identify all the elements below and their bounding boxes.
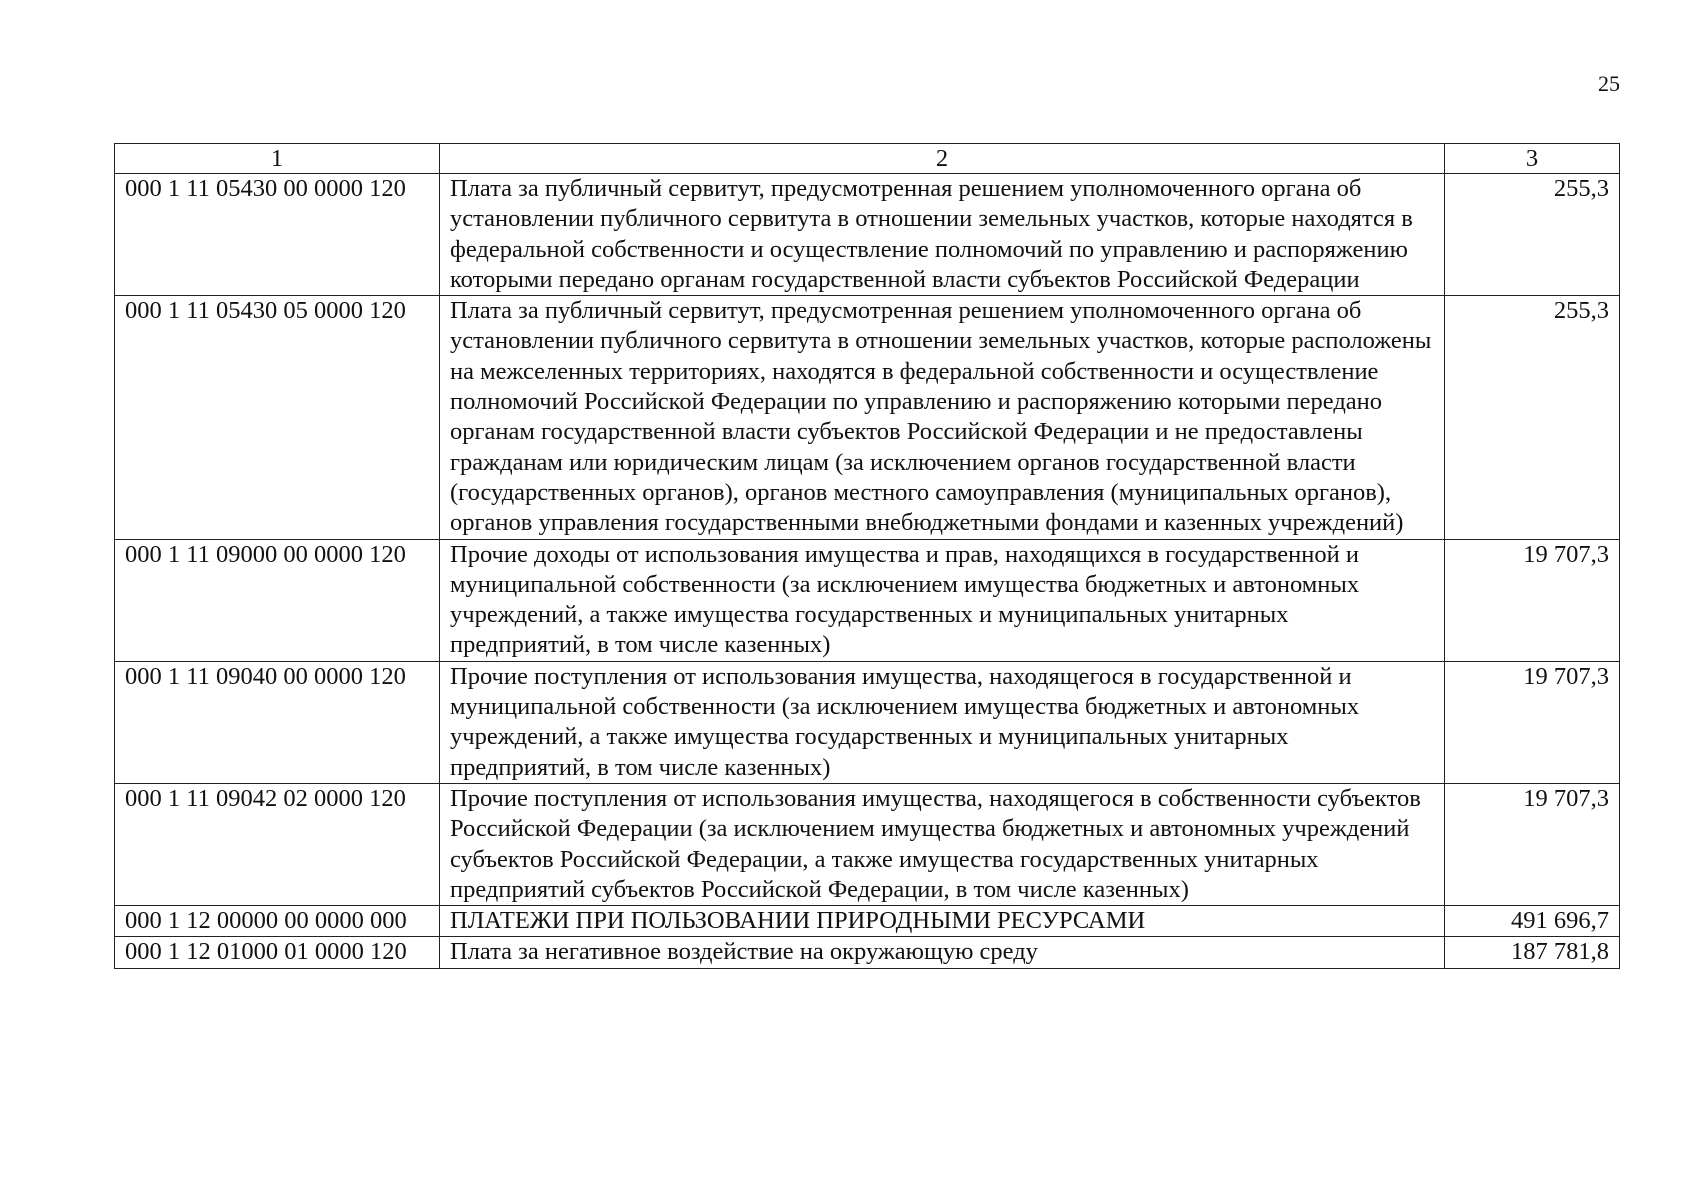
amount-cell: 19 707,3 [1445, 661, 1620, 783]
amount-cell: 255,3 [1445, 296, 1620, 539]
table-row [115, 783, 1620, 905]
table-row [115, 661, 1620, 783]
table-row [115, 296, 1620, 539]
amount-cell: 187 781,8 [1445, 937, 1620, 968]
description-cell: Прочие поступления от использования имущества, находящегося в государственной и муниципальной собственности (за исключением имущества бюджетных и автономных учреждений, а также имущества государственных и муниципальных унитарных предприятий, в том числе казенных) [440, 661, 1445, 783]
budget-code-cell: 000 1 11 09040 00 0000 120 [115, 661, 440, 783]
description-cell: Плата за публичный сервитут, предусмотренная решением уполномоченного органа об установлении публичного сервитута в отношении земельных участков, которые находятся в федеральной собственности и осуществление полномочий по управлению и распоряжению которыми передано органам государственной власти субъектов Российской Федерации [440, 174, 1445, 296]
amount-cell: 19 707,3 [1445, 539, 1620, 661]
amount-cell: 19 707,3 [1445, 783, 1620, 905]
budget-code-cell: 000 1 11 05430 00 0000 120 [115, 174, 440, 296]
column-header-2: 2 [440, 144, 1445, 174]
table-header [115, 144, 1620, 174]
description-cell: Плата за негативное воздействие на окружающую среду [440, 937, 1445, 968]
description-cell: Прочие поступления от использования имущества, находящегося в собственности субъектов Российской Федерации (за исключением имущества бюджетных и автономных учреждений субъектов Российской Федерации, а также имущества государственных унитарных предприятий субъектов Российской Федерации, в том числе казенных) [440, 783, 1445, 905]
table-row [115, 539, 1620, 661]
revenue-table [114, 143, 1620, 969]
budget-code-cell: 000 1 11 05430 05 0000 120 [115, 296, 440, 539]
header-row [115, 144, 1620, 174]
column-header-3: 3 [1445, 144, 1620, 174]
table-row [115, 174, 1620, 296]
budget-code-cell: 000 1 11 09042 02 0000 120 [115, 783, 440, 905]
amount-cell: 255,3 [1445, 174, 1620, 296]
budget-code-cell: 000 1 11 09000 00 0000 120 [115, 539, 440, 661]
table-row [115, 937, 1620, 968]
description-cell: Прочие доходы от использования имущества и прав, находящихся в государственной и муниципальной собственности (за исключением имущества бюджетных и автономных учреждений, а также имущества государственных и муниципальных унитарных предприятий, в том числе казенных) [440, 539, 1445, 661]
amount-cell: 491 696,7 [1445, 906, 1620, 937]
description-cell: ПЛАТЕЖИ ПРИ ПОЛЬЗОВАНИИ ПРИРОДНЫМИ РЕСУРСАМИ [440, 906, 1445, 937]
table-row [115, 906, 1620, 937]
column-header-1: 1 [115, 144, 440, 174]
budget-code-cell: 000 1 12 00000 00 0000 000 [115, 906, 440, 937]
description-cell: Плата за публичный сервитут, предусмотренная решением уполномоченного органа об установлении публичного сервитута в отношении земельных участков, которые расположены на межселенных территориях, находятся в федеральной собственности и осуществление полномочий Российской Федерации по управлению и распоряжению которыми передано органам государственной власти субъектов Российской Федерации и не предоставлены гражданам или юридическим лицам (за исключением органов государственной власти (государственных органов), органов местного самоуправления (муниципальных органов), органов управления государственными внебюджетными фондами и казенных учреждений) [440, 296, 1445, 539]
budget-code-cell: 000 1 12 01000 01 0000 120 [115, 937, 440, 968]
table-body [115, 174, 1620, 969]
page-number: 25 [1598, 71, 1620, 96]
